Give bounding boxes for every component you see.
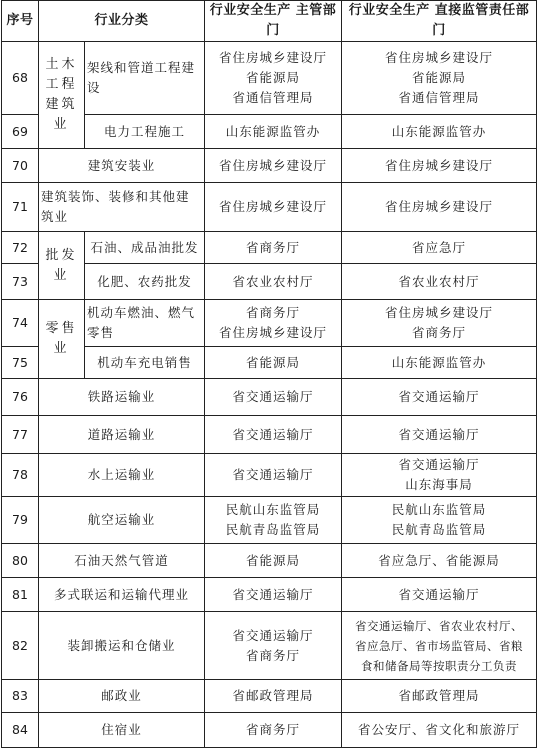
direct-line: 省交通运输厅、省农业农村厅、 [355,618,524,633]
subcategory: 石油、成品油批发 [85,232,205,264]
direct-cell: 省交通运输厅 [342,379,537,416]
supervisor-cell: 省交通运输厅 [205,416,342,454]
direct-cell [342,42,537,115]
subcategory: 道路运输业 [39,416,205,454]
direct-cell [342,612,537,680]
supervisor-cell [205,42,342,115]
header-direct-line2: 直接监管责任部门 [432,3,530,38]
supervisor-cell [205,497,342,544]
table-row [2,42,537,115]
supervisor-line: 省能源局 [246,70,301,85]
supervisor-cell: 省能源局 [205,544,342,578]
direct-line: 食和储备局等按职责分工负责 [361,658,518,673]
header-supervisor [205,1,342,42]
row-number: 81 [2,578,39,612]
supervisor-cell: 省商务厅 [205,232,342,264]
header-category: 行业分类 [39,1,205,42]
table-row [2,454,537,497]
subcategory: 机动车燃油、燃气零售 [85,300,205,347]
industry-safety-table [1,0,537,748]
group-construction-line2: 工程 [45,77,78,92]
row-number: 79 [2,497,39,544]
direct-line: 省通信管理局 [398,90,480,105]
row-number: 76 [2,379,39,416]
header-row [2,1,537,42]
supervisor-cell [205,612,342,680]
table-row [2,544,537,578]
subcategory: 装卸搬运和仓储业 [39,612,205,680]
row-number: 74 [2,300,39,347]
subcategory: 航空运输业 [39,497,205,544]
table-row [2,232,537,264]
row-number: 69 [2,115,39,149]
subcategory: 化肥、农药批发 [85,264,205,300]
header-direct [342,1,537,42]
row-number: 84 [2,713,39,748]
direct-cell: 省邮政管理局 [342,680,537,713]
header-seq: 序号 [2,1,39,42]
row-number: 71 [2,183,39,232]
table-row [2,713,537,748]
table-row [2,612,537,680]
supervisor-cell: 省交通运输厅 [205,379,342,416]
group-construction [39,42,85,149]
row-number: 73 [2,264,39,300]
direct-cell [342,300,537,347]
direct-line: 省住房城乡建设厅 [385,305,494,320]
direct-cell: 省交通运输厅 [342,416,537,454]
supervisor-line: 省通信管理局 [232,90,314,105]
row-number: 78 [2,454,39,497]
direct-cell [342,497,537,544]
table-row [2,680,537,713]
supervisor-line: 省商务厅 [246,305,301,320]
subcategory: 建筑装饰、装修和其他建筑业 [39,183,205,232]
direct-line: 省住房城乡建设厅 [385,50,494,65]
direct-cell: 省农业农村厅 [342,264,537,300]
direct-line: 民航青岛监管局 [391,522,487,537]
table-row [2,183,537,232]
supervisor-line: 民航山东监管局 [225,502,321,517]
subcategory: 铁路运输业 [39,379,205,416]
row-number: 72 [2,232,39,264]
direct-cell: 省公安厅、省文化和旅游厅 [342,713,537,748]
supervisor-line: 省住房城乡建设厅 [219,50,328,65]
table-row [2,497,537,544]
direct-line: 省能源局 [412,70,467,85]
direct-cell: 山东能源监管办 [342,115,537,149]
direct-line: 省交通运输厅 [398,457,480,472]
table-row [2,149,537,183]
direct-cell [342,454,537,497]
header-supervisor-line2: 主管部门 [266,3,337,38]
row-number: 68 [2,42,39,115]
direct-cell: 山东能源监管办 [342,347,537,379]
subcategory: 建筑安装业 [39,149,205,183]
direct-line: 省商务厅 [412,325,467,340]
supervisor-cell: 省能源局 [205,347,342,379]
group-construction-line1: 土木 [45,57,78,72]
direct-cell: 省应急厅、省能源局 [342,544,537,578]
row-number: 70 [2,149,39,183]
subcategory: 水上运输业 [39,454,205,497]
supervisor-cell: 省交通运输厅 [205,454,342,497]
table-row [2,578,537,612]
direct-line: 省应急厅、省市场监管局、省粮 [355,638,524,653]
direct-cell: 省应急厅 [342,232,537,264]
direct-line: 山东海事局 [405,477,473,492]
supervisor-line: 省商务厅 [246,647,301,663]
row-number: 83 [2,680,39,713]
supervisor-line: 民航青岛监管局 [225,522,321,537]
table-row [2,379,537,416]
row-number: 75 [2,347,39,379]
direct-line: 民航山东监管局 [391,502,487,517]
subcategory: 架线和管道工程建设 [85,42,205,115]
header-supervisor-line1: 行业安全生产 [209,3,291,18]
subcategory: 电力工程施工 [85,115,205,149]
subcategory: 石油天然气管道 [39,544,205,578]
row-number: 82 [2,612,39,680]
header-direct-line1: 行业安全生产 [348,3,430,18]
supervisor-cell [205,300,342,347]
supervisor-cell: 省住房城乡建设厅 [205,183,342,232]
supervisor-line: 省交通运输厅 [232,627,314,643]
row-number: 80 [2,544,39,578]
row-number: 77 [2,416,39,454]
supervisor-cell: 省交通运输厅 [205,578,342,612]
subcategory: 邮政业 [39,680,205,713]
supervisor-cell: 省住房城乡建设厅 [205,149,342,183]
group-wholesale: 批发业 [39,232,85,300]
supervisor-line: 省住房城乡建设厅 [219,325,328,340]
supervisor-cell: 省商务厅 [205,713,342,748]
supervisor-cell: 山东能源监管办 [205,115,342,149]
direct-cell: 省住房城乡建设厅 [342,183,537,232]
group-construction-line3: 建筑业 [45,97,78,132]
subcategory: 多式联运和运输代理业 [39,578,205,612]
supervisor-cell: 省邮政管理局 [205,680,342,713]
group-retail: 零售业 [39,300,85,379]
direct-cell: 省住房城乡建设厅 [342,149,537,183]
supervisor-cell: 省农业农村厅 [205,264,342,300]
table-row [2,300,537,347]
subcategory: 机动车充电销售 [85,347,205,379]
direct-cell: 省交通运输厅 [342,578,537,612]
table-row [2,416,537,454]
subcategory: 住宿业 [39,713,205,748]
